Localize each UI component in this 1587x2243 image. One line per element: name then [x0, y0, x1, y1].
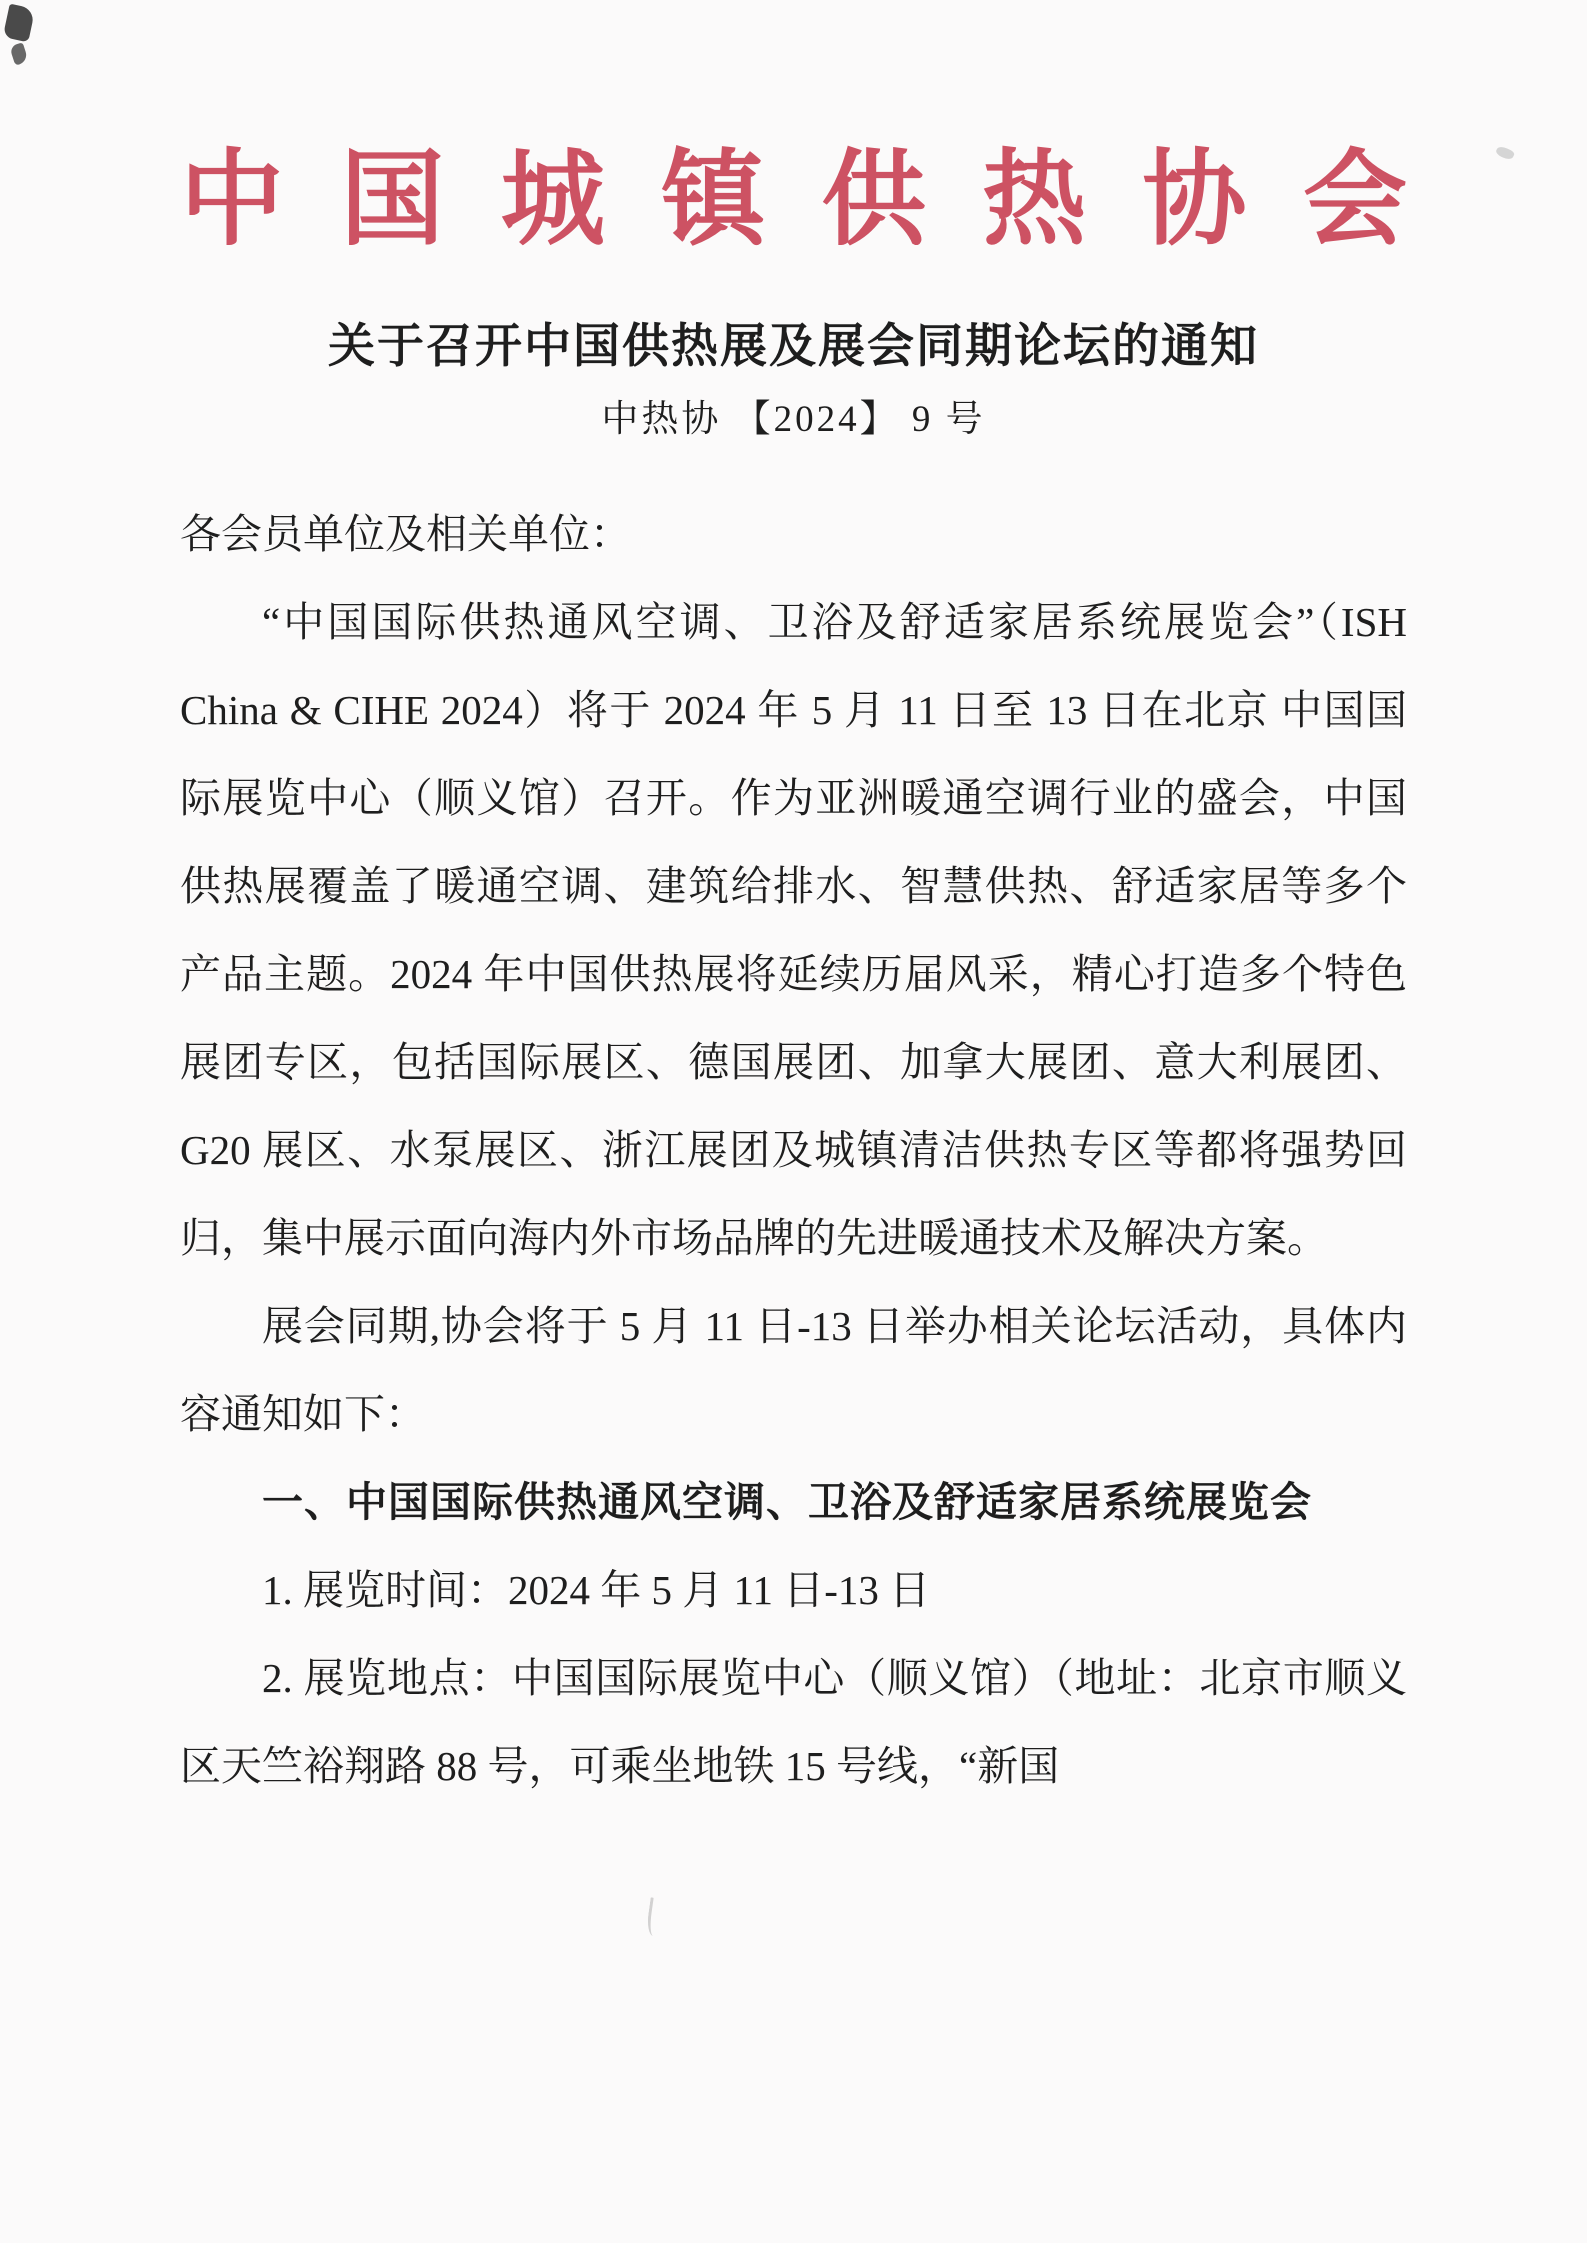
list-item-exhibition-location: 2. 展览地点：中国国际展览中心（顺义馆）（地址：北京市顺义区天竺裕翔路 88 号，可乘坐地铁 15 号线，“新国	[180, 1654, 1407, 1789]
scan-artifact	[645, 1897, 663, 1936]
list-item-exhibition-time: 1. 展览时间：2024 年 5 月 11 日-13 日	[262, 1566, 931, 1613]
section-heading-1: 一、中国国际供热通风空调、卫浴及舒适家居系统展览会	[262, 1478, 1312, 1525]
document-body	[180, 490, 1407, 1810]
document-number: 中热协 【2024】 9 号	[601, 398, 986, 440]
organization-title: 中 国 城 镇 供 热 协 会	[180, 143, 1407, 258]
salutation: 各会员单位及相关单位：	[180, 510, 631, 557]
document-title: 关于召开中国供热展及展会同期论坛的通知	[328, 318, 1259, 372]
paragraph-forums: 展会同期,协会将于 5 月 11 日-13 日举办相关论坛活动，具体内容通知如下：	[180, 1302, 1407, 1437]
paragraph-introduction: “中国国际供热通风空调、卫浴及舒适家居系统展览会”（ISH China & CIHE 2024）将于 2024 年 5 月 11 日至 13 日在北京 中国国际展览中心（顺义馆）召开。作为亚洲暖通空调行业的盛会，中国供热展覆盖了暖通空调、建筑给排水、智慧供热、舒适家居等多个产品主题。2024 年中国供热展将延续历届风采，精心打造多个特色展团专区，包括国际展区、德国展团、加拿大展团、意大利展团、 G20 展区、水泵展区、浙江展团及城镇清洁供热专区等都将强势回归，集中展示面向海内外市场品牌的先进暖通技术及解决方案。	[180, 598, 1407, 1261]
